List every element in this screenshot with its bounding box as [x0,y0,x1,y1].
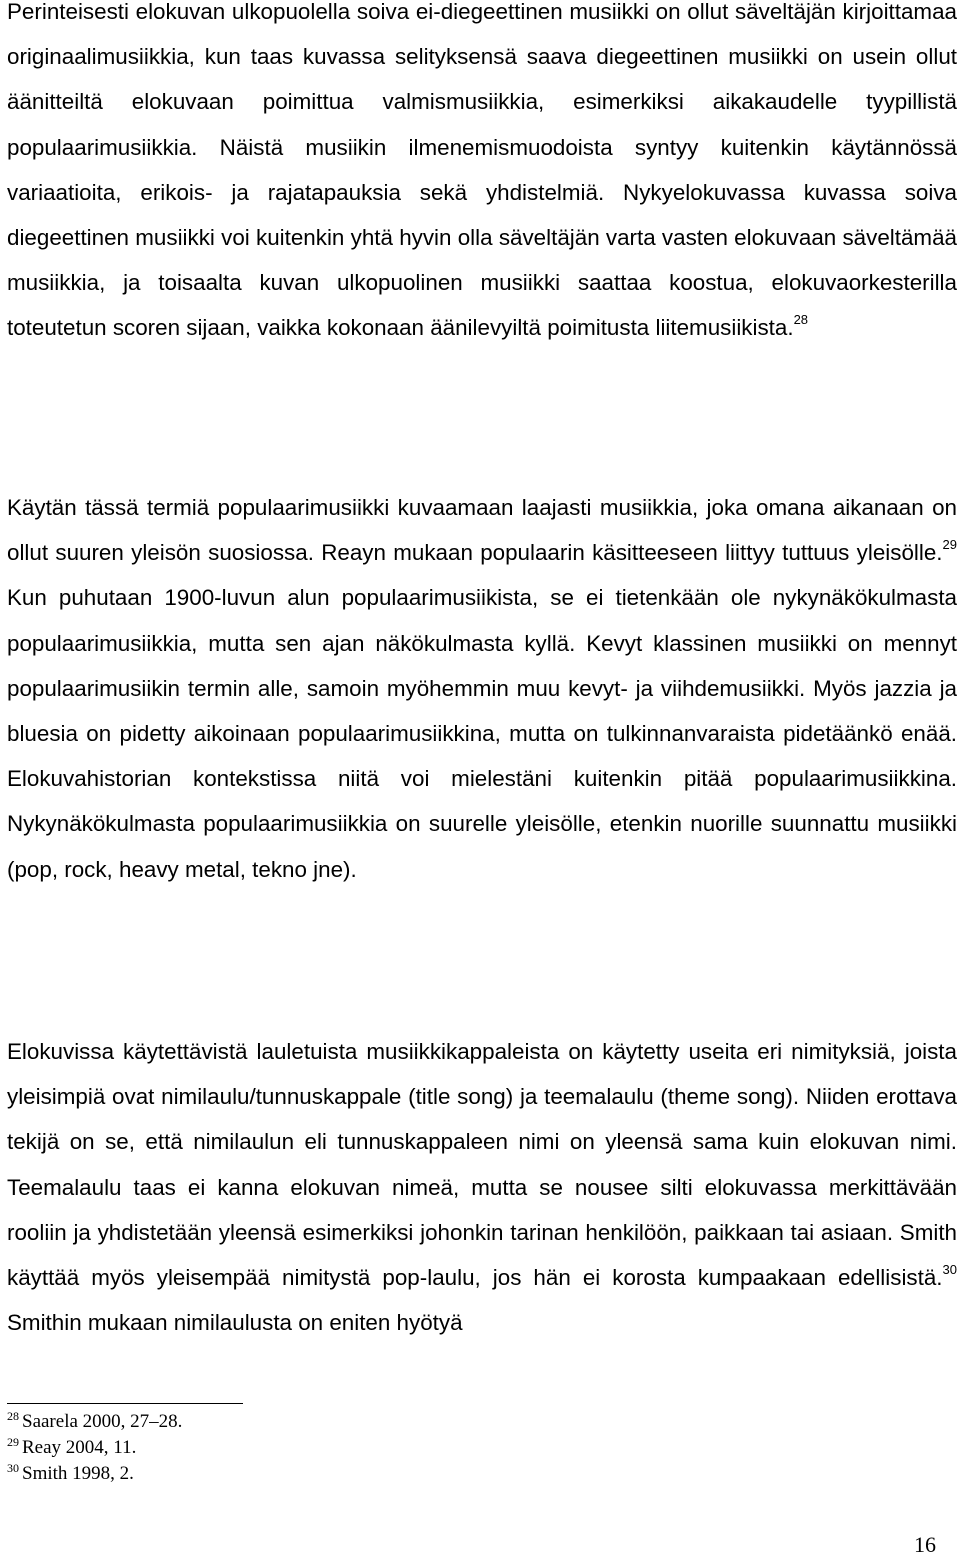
footnote-reference: 29 [942,537,957,553]
page-number: 16 [914,1532,936,1557]
footnote-number: 30 [7,1461,19,1475]
footnote-28 [7,1409,182,1435]
footnote-reference: 30 [942,1262,957,1278]
body-paragraph-2 [7,485,957,892]
paragraph-text: Perinteisesti elokuvan ulkopuolella soiva ei-diegeettinen musiikki on ollut säveltäjän kirjoittamaa originaalimusiikkia, kun taas kuvassa selityksensä saava diegeettinen musiikki on usein ollut äänitteiltä elokuvaan poimittua valmismusiikkia, esimerkiksi aikakaudelle tyypillistä populaarimusiikkia. Näistä musiikin ilmenemismuodoista syntyy kuitenkin käytännössä variaatioita, erikois- ja rajatapauksia sekä yhdistelmiä. Nykyelokuvassa kuvassa soiva diegeettinen musiikki voi kuitenkin yhtä hyvin olla säveltäjän varta vasten elokuvaan säveltämää musiikkia, ja toisaalta kuvan ulkopuolinen musiikki saattaa koostua, elokuvaorkesterilla toteutetun scoren sijaan, vaikka kokonaan äänilevyiltä poimitusta liitemusiikista. [7,0,957,341]
body-paragraph-3 [7,1029,957,1345]
footnote-number: 29 [7,1435,19,1449]
footnotes [7,1409,182,1487]
footnote-29 [7,1435,182,1461]
footnote-text: Smith 1998, 2. [22,1463,134,1484]
footnote-30 [7,1461,182,1487]
footnote-text: Reay 2004, 11. [22,1437,137,1458]
footnote-reference: 28 [793,312,809,328]
paragraph-text: Kun puhutaan 1900-luvun alun populaarimusiikista, se ei tietenkään ole nykynäkökulmasta populaarimusiikkia, mutta sen ajan näkökulmasta kyllä. Kevyt klassinen musiikki on mennyt populaarimusiikin termin alle, samoin myöhemmin muu kevyt- ja viihdemusiikki. Myös jazzia ja bluesia on pidetty aikoinaan populaarimusiikkina, mutta on tulkinnanvaraista pidetäänkö enää. Elokuvahistorian kontekstissa niitä voi mielestäni kuitenkin pitää populaarimusiikkina. Nykynäkökulmasta populaarimusiikkia on suurelle yleisölle, etenkin nuorille suunnattu musiikki (pop, rock, heavy metal, tekno jne). [7,585,957,882]
footnote-text: Saarela 2000, 27–28. [22,1411,183,1432]
footnote-separator [7,1403,243,1404]
paragraph-text: Elokuvissa käytettävistä lauletuista musiikkikappaleista on käytetty useita eri nimityksiä, joista yleisimpiä ovat nimilaulu/tunnuskappale (title song) ja teemalaulu (theme song). Niiden erottava tekijä on se, että nimilaulun eli tunnuskappaleen nimi on yleensä sama kuin elokuvan nimi. Teemalaulu taas ei kanna elokuvan nimeä, mutta se nousee silti elokuvassa merkittävään rooliin ja yhdistetään yleensä esimerkiksi johonkin tarinan henkilöön, paikkaan tai asiaan. Smith käyttää myös yleisempää nimitystä pop-laulu, jos hän ei korosta kumpaakaan edellisistä. [7,1039,957,1291]
body-paragraph-1 [7,0,957,351]
paragraph-text: Käytän tässä termiä populaarimusiikki kuvaamaan laajasti musiikkia, joka omana aikanaan on ollut suuren yleisön suosiossa. Reayn mukaan populaarin käsitteeseen liittyy tuttuus yleisölle. [7,495,957,566]
footnote-number: 28 [7,1409,19,1423]
paragraph-text: Smithin mukaan nimilaulusta on eniten hyötyä [7,1310,463,1336]
